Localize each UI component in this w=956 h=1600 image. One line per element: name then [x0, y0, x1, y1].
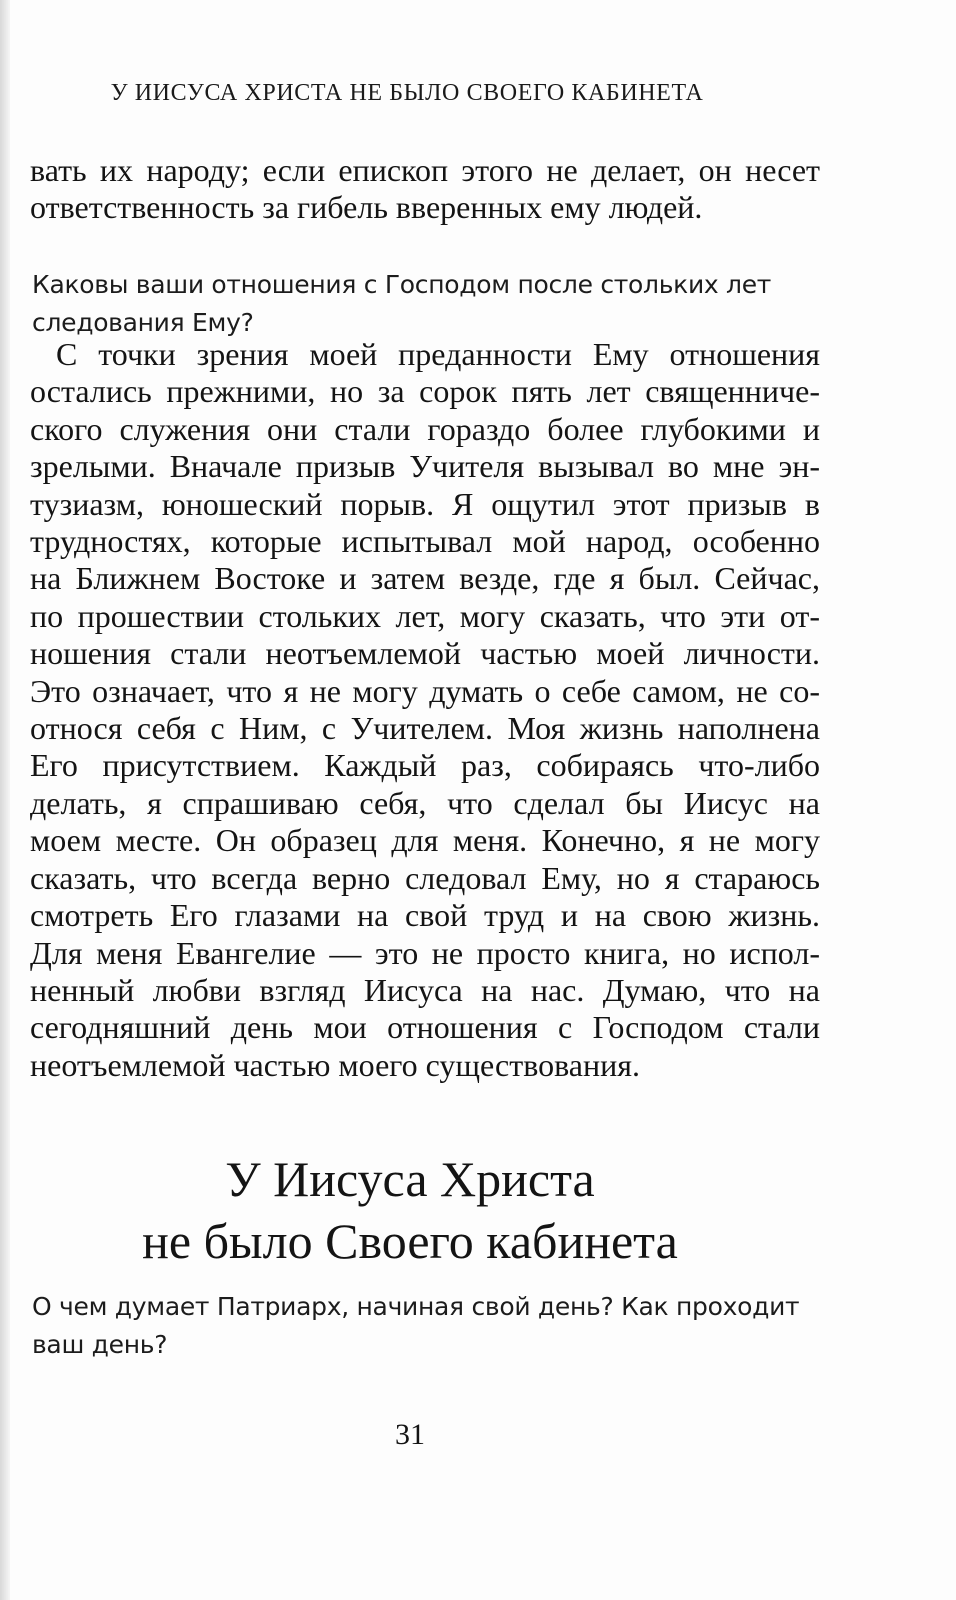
- text-line: вать их народу; если епископ этого не делает, он несет: [30, 152, 820, 188]
- text-line: зрелыми. Вначале призыв Учителя вызывал во мне эн-: [30, 448, 820, 485]
- text-line: остались прежними, но за сорок пять лет священниче-: [30, 373, 820, 410]
- text-line: ненный любви взгляд Иисуса на нас. Думаю, что на: [30, 971, 820, 1008]
- text-line: относя себя с Ним, с Учителем. Моя жизнь наполнена: [30, 710, 820, 747]
- question-line: следования Ему?: [32, 308, 254, 337]
- text-line: по прошествии стольких лет, могу сказать, что эти от-: [30, 597, 820, 634]
- text-line: моем месте. Он образец для меня. Конечно, я не могу: [30, 822, 820, 859]
- text-line: Это означает, что я не могу думать о себе самом, не со-: [30, 672, 820, 709]
- question-line: Каковы ваши отношения с Господом после стольких лет: [32, 270, 772, 299]
- running-head: У ИИСУСА ХРИСТА НЕ БЫЛО СВОЕГО КАБИНЕТА: [110, 80, 704, 106]
- text-line: Его присутствием. Каждый раз, собираясь что-либо: [30, 747, 820, 784]
- text-line: С точки зрения моей преданности Ему отношения: [56, 336, 820, 372]
- text-line: делать, я спрашиваю себя, что сделал бы Иисус на: [30, 784, 820, 821]
- text-line: ского служения они стали гораздо более глубокими и: [30, 410, 820, 447]
- page-number: 31: [395, 1418, 425, 1451]
- text-line: Для меня Евангелие — это не просто книга, но испол-: [30, 934, 820, 971]
- question-line: О чем думает Патриарх, начиная свой день? Как проходит: [32, 1292, 800, 1321]
- text-line: тузиазм, юношеский порыв. Я ощутил этот призыв в: [30, 485, 820, 522]
- heading-line: У Иисуса Христа: [225, 1151, 595, 1207]
- chapter-heading: [0, 1148, 820, 1272]
- question-2: [32, 1288, 822, 1364]
- text-line: ответственность за гибель вверенных ему людей.: [30, 189, 703, 226]
- text-line: ношения стали неотъемлемой частью моей личности.: [30, 635, 820, 672]
- continuation-paragraph: [30, 152, 820, 227]
- text-line: сегодняшний день мои отношения с Господом стали: [30, 1009, 820, 1046]
- text-line: смотреть Его глазами на свой труд и на свою жизнь.: [30, 897, 820, 934]
- answer-1-paragraph: [30, 336, 820, 1084]
- page-edge-shadow: [0, 0, 10, 1600]
- text-line: неотъемлемой частью моего существования.: [30, 1046, 640, 1083]
- text-line: сказать, что всегда верно следовал Ему, но я стараюсь: [30, 859, 820, 896]
- question-1: [32, 266, 822, 342]
- question-line: ваш день?: [32, 1330, 168, 1359]
- text-line: на Ближнем Востоке и затем везде, где я был. Сейчас,: [30, 560, 820, 597]
- text-line: трудностях, которые испытывал мой народ, особенно: [30, 523, 820, 560]
- heading-line: не было Своего кабинета: [142, 1213, 678, 1269]
